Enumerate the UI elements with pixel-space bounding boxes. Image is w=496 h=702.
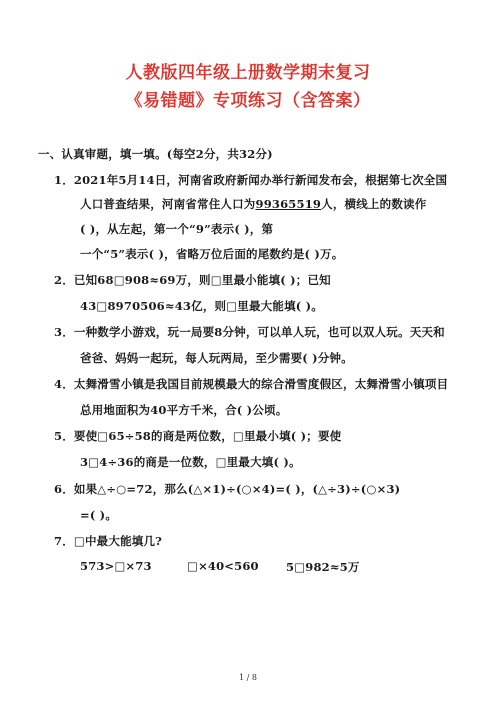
question-2-line-1: 2．已知68□908≈69万，则□里最小能填( )；已知 — [54, 273, 331, 287]
section-heading: 一、认真审题，填一填。(每空2分，共32分) — [38, 147, 273, 161]
question-5-line-2: 3□4÷36的商是一位数，□里最大填( )。 — [80, 455, 301, 469]
question-1-line-4: 一个“5”表示( )，省略万位后面的尾数约是( )万。 — [80, 247, 344, 261]
question-5-line-1: 5．要使□65÷58的商是两位数，□里最小填( )；要使 — [54, 429, 342, 443]
question-7-item-1: 573>□×73 — [80, 559, 152, 573]
question-6-line-1: 6．如果△÷○=72，那么(△×1)÷(○×4)=( )，(△÷3)÷(○×3) — [54, 482, 401, 496]
page-number: 1 / 8 — [239, 673, 257, 682]
question-4-line-2: 总用地面积为40平方千米，合( )公顷。 — [80, 403, 288, 417]
question-7-heading: 7．□中最大能填几? — [54, 534, 163, 548]
q1-text-before: 人口普查结果，河南省常住人口为 — [80, 197, 256, 211]
q1-population-number: 99365519 — [255, 197, 322, 211]
question-1-line-2 — [80, 196, 426, 212]
question-2-line-2: 43□8970506≈43亿，则□里最大能填( )。 — [80, 299, 323, 313]
question-7-item-2: □×40<560 — [187, 559, 259, 573]
question-6-line-2: =( )。 — [80, 508, 118, 522]
question-1-line-1: 1．2021年5月14日，河南省政府新闻办举行新闻发布会，根据第七次全国 — [54, 173, 448, 187]
question-3-line-2: 爸爸、妈妈一起玩，每人玩两局，至少需要( )分钟。 — [80, 351, 353, 365]
document-title-line1: 人教版四年级上册数学期末复习 — [125, 63, 371, 83]
question-1-line-3: ( )，从左起，第一个“9”表示( )，第 — [80, 222, 274, 236]
question-7-item-3: 5□982≈5万 — [286, 560, 360, 574]
document-title-line2: 《易错题》专项练习（含答案） — [125, 91, 371, 111]
question-3-line-1: 3．一种数学小游戏，玩一局要8分钟，可以单人玩，也可以双人玩。天天和 — [54, 325, 445, 339]
question-4-line-1: 4．太舞滑雪小镇是我国目前规模最大的综合滑雪度假区，太舞滑雪小镇项目 — [54, 377, 449, 391]
q1-text-after: 人，横线上的数读作 — [321, 197, 427, 211]
